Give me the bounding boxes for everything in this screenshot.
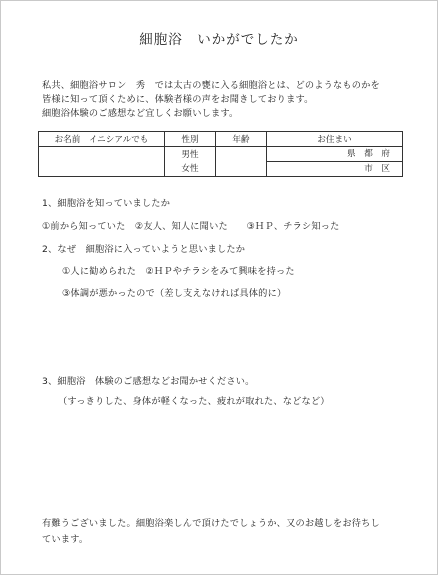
respondent-info-table <box>38 131 403 177</box>
closing-message <box>42 516 402 548</box>
closing-line: 有難うございました。細胞浴楽しんで頂けたでしょうか、又のお越しをお待ちし <box>42 518 380 529</box>
address-header: お住まい <box>267 132 403 147</box>
intro-line: 私共、細胞浴サロン 秀 では太古の甕に入る細胞浴とは、どのようなものかを <box>42 80 380 91</box>
closing-line: ています。 <box>42 534 89 545</box>
question-1: 1、細胞浴を知っていましたか <box>42 198 171 209</box>
age-field[interactable] <box>216 147 267 177</box>
question-3-hint: （すっきりした、身体が軽くなった、疲れが取れた、などなど） <box>58 396 330 407</box>
question-2-option-2: ③体調が悪かったので（差し支えなければ具体的に） <box>62 288 287 299</box>
address-field[interactable] <box>267 147 403 177</box>
gender-field[interactable] <box>165 147 216 177</box>
question-2: 2、なぜ 細胞浴に入っていようと思いましたか <box>42 244 246 255</box>
intro-line: 細胞浴体験のご感想など宜しくお願いします。 <box>42 108 239 119</box>
intro-paragraph <box>42 79 412 121</box>
gender-header: 性別 <box>165 132 216 147</box>
name-header: お名前 イニシアルでも <box>39 132 165 147</box>
name-field[interactable] <box>39 147 165 177</box>
question-2-option-1: ①人に勧められた ②ＨＰやチラシをみて興味を持った <box>62 266 295 277</box>
address-city-row[interactable]: 市 区 <box>267 161 402 176</box>
intro-line: 皆様に知って頂くために、体験者様の声をお聞きしております。 <box>42 94 314 105</box>
gender-option-female[interactable]: 女性 <box>181 163 199 174</box>
question-3: 3、細胞浴 体験のご感想などお聞かせください。 <box>42 376 255 387</box>
gender-option-male[interactable]: 男性 <box>181 149 199 160</box>
age-header: 年齢 <box>216 132 267 147</box>
address-prefecture-row[interactable]: 県 都 府 <box>347 149 390 159</box>
page-title: 細胞浴 いかがでしたか <box>139 32 299 48</box>
question-1-options: ①前から知っていた ②友人、知人に聞いた ③ＨＰ、チラシ知った <box>42 221 340 232</box>
